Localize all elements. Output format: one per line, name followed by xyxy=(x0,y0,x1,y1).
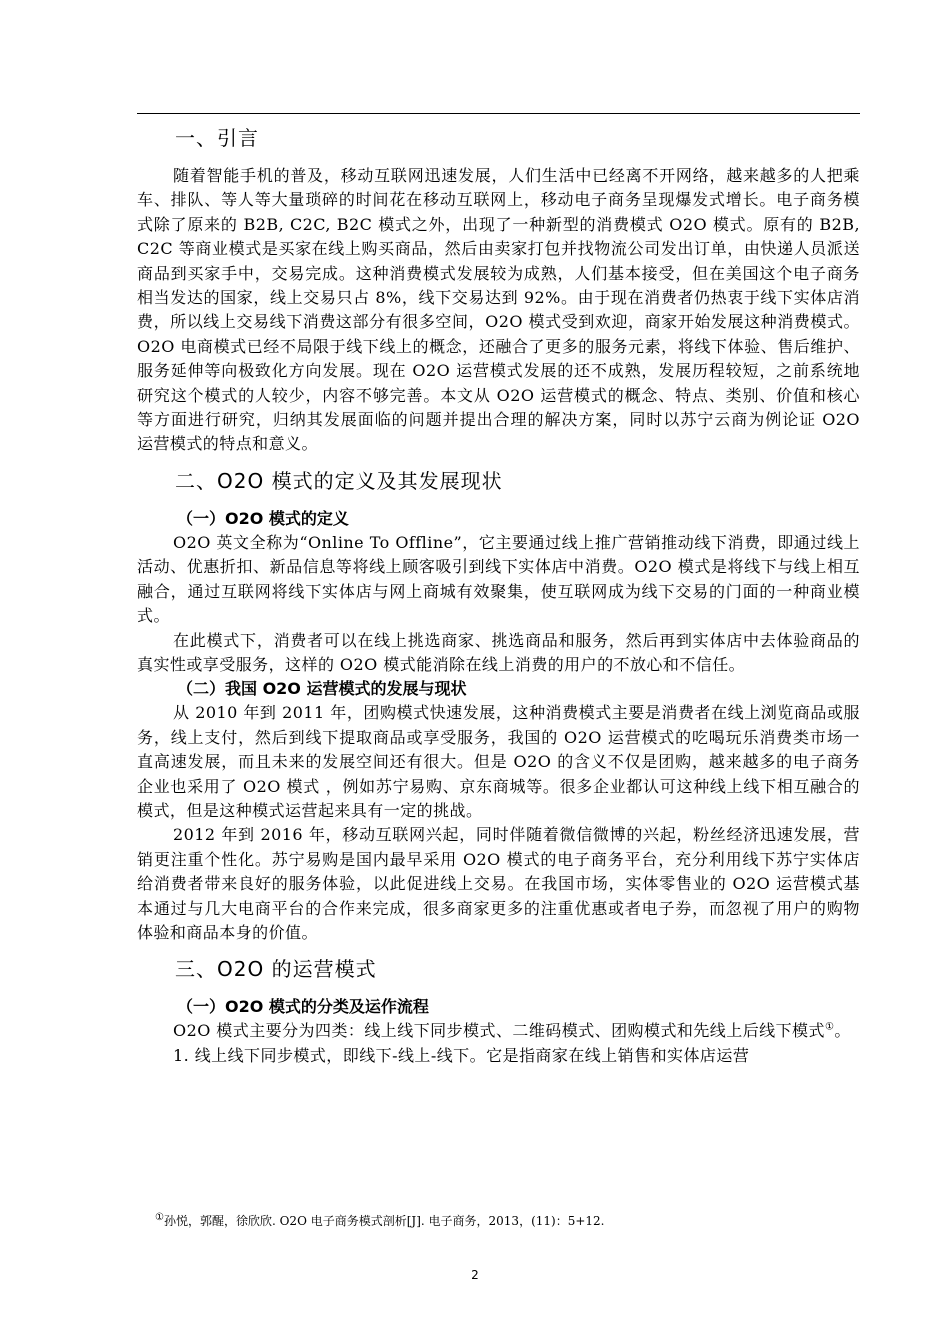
section-2-2-paragraph-1: 从 2010 年到 2011 年，团购模式快速发展，这种消费模式主要是消费者在线上浏览商品或服务，线上支付，然后到线下提取商品或享受服务，我国的 O2O 运营模式的吃喝玩乐消费类市场一直高速发展，而且未来的发展空间还有很大。但是 O2O 的含义不仅是团购，越来越多的电子商务企业也采用了 O2O 模式 ，例如苏宁易购、京东商城等。很多企业都认可这种线上线下相互融合的模式，但是这种模式运营起来具有一定的挑战。 xyxy=(137,703,860,820)
footnote xyxy=(155,1212,604,1230)
section-1-heading: 一、引言 xyxy=(175,126,259,150)
section-3-1-paragraph-2: 1. 线上线下同步模式，即线下-线上-线下。它是指商家在线上销售和实体店运营 xyxy=(173,1045,750,1065)
page-number: 2 xyxy=(471,1268,479,1282)
section-2-1-paragraph-1: O2O 英文全称为“Online To Offline”，它主要通过线上推广营销推动线下消费，即通过线上活动、优惠折扣、新品信息等将线上顾客吸引到线下实体店中消费。O2O 模式是将线下与线上相互融合，通过互联网将线下实体店与网上商城有效聚集，使互联网成为线下交易的门面的一种商业模式。 xyxy=(137,532,860,626)
section-3-heading: 三、O2O 的运营模式 xyxy=(175,957,377,982)
section-3-1-paragraph-1-end: 。 xyxy=(834,1021,851,1041)
section-3-1-paragraph-1-text: O2O 模式主要分为四类：线上线下同步模式、二维码模式、团购模式和先线上后线下模式 xyxy=(173,1021,825,1041)
section-1-paragraph-1: 随着智能手机的普及，移动互联网迅速发展，人们生活中已经离不开网络，越来越多的人把乘车、排队、等人等大量琐碎的时间花在移动互联网上，移动电子商务呈现爆发式增长。电子商务模式除了原来的 B2B, C2C, B2C 模式之外，出现了一种新型的消费模式 O2O 模式。原有的 B2B, C2C 等商业模式是买家在线上购买商品，然后由卖家打包并找物流公司发出订单，由快递人员派送商品到买家手中，交易完成。这种消费模式发展较为成熟，人们基本接受，但在美国这个电子商务相当发达的国家，线上交易只占 8%，线下交易达到 92%。由于现在消费者仍热衷于线下实体店消费，所以线上交易线下消费这部分有很多空间，O2O 模式受到欢迎，商家开始发展这种消费模式。O2O 电商模式已经不局限于线下线上的概念，还融合了更多的服务元素，将线下体验、售后维护、服务延伸等向极致化方向发展。现在 O2O 运营模式发展的还不成熟，发展历程较短，之前系统地研究这个模式的人较少，内容不够完善。本文从 O2O 运营模式的概念、特点、类别、价值和核心等方面进行研究，归纳其发展面临的问题并提出合理的解决方案，同时以苏宁云商为例论证 O2O 运营模式的特点和意义。 xyxy=(137,166,860,454)
footnote-text: 孙悦，郭醒，徐欣欣. O2O 电子商务模式剖析[J]. 电子商务，2013，(11)：5+12. xyxy=(163,1214,605,1228)
footnote-reference[interactable]: ① xyxy=(824,1022,835,1034)
section-2-heading: 二、O2O 模式的定义及其发展现状 xyxy=(175,468,503,493)
footnote-mark: ① xyxy=(155,1212,164,1223)
section-3-1-paragraph-1 xyxy=(137,1019,860,1043)
header-rule xyxy=(137,113,860,114)
section-2-subheading-2: （二）我国 O2O 运营模式的发展与现状 xyxy=(177,679,467,699)
section-2-subheading-1: （一）O2O 模式的定义 xyxy=(177,508,349,528)
section-2-1-paragraph-2: 在此模式下，消费者可以在线上挑选商家、挑选商品和服务，然后再到实体店中去体验商品的真实性或享受服务，这样的 O2O 模式能消除在线上消费的用户的不放心和不信任。 xyxy=(137,630,860,674)
section-2-2-paragraph-2: 2012 年到 2016 年，移动互联网兴起，同时伴随着微信微博的兴起，粉丝经济迅速发展，营销更注重个性化。苏宁易购是国内最早采用 O2O 模式的电子商务平台，充分利用线下苏宁实体店给消费者带来良好的服务体验，以此促进线上交易。在我国市场，实体零售业的 O2O 运营模式基本通过与几大电商平台的合作来完成，很多商家更多的注重优惠或者电子券，而忽视了用户的购物体验和商品本身的价值。 xyxy=(137,825,860,942)
section-3-subheading-1: （一）O2O 模式的分类及运作流程 xyxy=(177,997,429,1017)
body-content xyxy=(137,122,860,1068)
